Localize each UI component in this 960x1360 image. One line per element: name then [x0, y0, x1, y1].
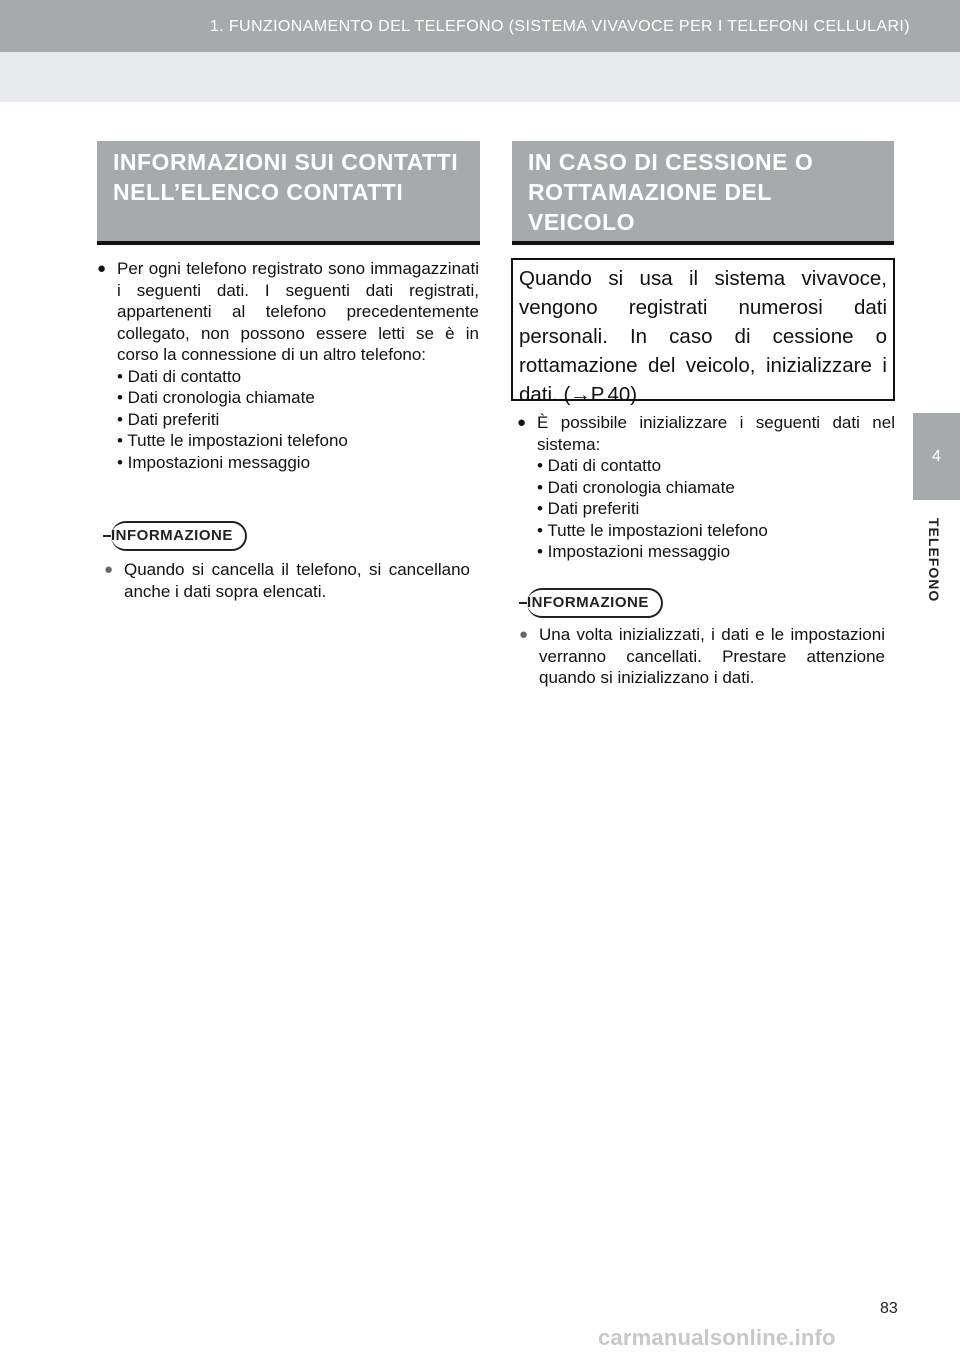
header-band	[0, 52, 960, 102]
list-item: • Dati cronologia chiamate	[537, 477, 735, 497]
bullet-dot-icon: ●	[97, 260, 107, 277]
bullet-dot-icon: ●	[519, 626, 529, 643]
contacts-info-block	[104, 559, 470, 602]
list-item: • Tutte le impostazioni telefono	[537, 520, 768, 540]
chapter-tab-label: TELEFONO	[926, 518, 942, 603]
list-item: • Dati preferiti	[537, 499, 640, 518]
info-badge: INFORMAZIONE	[111, 521, 247, 551]
disposal-info-text: Una volta inizializzati, i dati e le impostazioni verranno cancellati. Prestare attenzione quando si inizializzano i dati.	[539, 625, 885, 687]
bullet-dot-icon: ●	[517, 414, 527, 431]
list-item	[97, 258, 479, 366]
contacts-data-list	[97, 366, 479, 474]
list-item: • Impostazioni messaggio	[117, 452, 311, 472]
disposal-bullet-block	[517, 412, 895, 563]
disposal-bullet-text: È possibile inizializzare i seguenti dati nel sistema:	[537, 413, 895, 454]
list-item: • Dati preferiti	[117, 409, 220, 429]
disposal-warning-box: Quando si usa il sistema vivavoce, vengono registrati numerosi dati personali. In caso di cessione o rottamazione del veicolo, inizializzare i dati. (→P.40)	[511, 258, 895, 401]
bullet-dot-icon: ●	[104, 561, 114, 578]
page-number: 83	[880, 1300, 898, 1317]
section-heading-contacts: INFORMAZIONI SUI CONTATTI NELL’ELENCO CONTATTI	[97, 141, 480, 245]
list-item: • Dati cronologia chiamate	[117, 388, 315, 407]
info-line-right	[519, 602, 527, 604]
disposal-info-block	[519, 624, 885, 689]
watermark: carmanualsonline.info	[598, 1325, 836, 1350]
contacts-bullet-block	[97, 258, 479, 473]
info-badge: INFORMAZIONE	[527, 588, 663, 618]
list-item: • Dati di contatto	[117, 366, 242, 386]
list-item	[519, 624, 885, 689]
list-item: • Impostazioni messaggio	[537, 542, 731, 561]
list-item	[517, 412, 895, 455]
contacts-bullet-text: Per ogni telefono registrato sono immagazzinati i seguenti dati. I seguenti dati registrati, appartenenti al telefono precedentemente collegato, non possono essere letti se è in corso la connessione di un altro telefono:	[117, 259, 479, 364]
info-line-left	[103, 535, 111, 537]
list-item: • Dati di contatto	[537, 456, 662, 475]
contacts-info-text: Quando si cancella il telefono, si cancellano anche i dati sopra elencati.	[124, 560, 470, 601]
list-item: • Tutte le impostazioni telefono	[117, 431, 348, 450]
section-heading-disposal: IN CASO DI CESSIONE O ROTTAMAZIONE DEL VEICOLO	[512, 141, 894, 245]
chapter-tab[interactable]: 4	[913, 413, 960, 500]
chapter-title: 1. FUNZIONAMENTO DEL TELEFONO (SISTEMA VIVAVOCE PER I TELEFONI CELLULARI)	[209, 18, 910, 35]
disposal-data-list	[517, 455, 895, 563]
list-item	[104, 559, 470, 602]
